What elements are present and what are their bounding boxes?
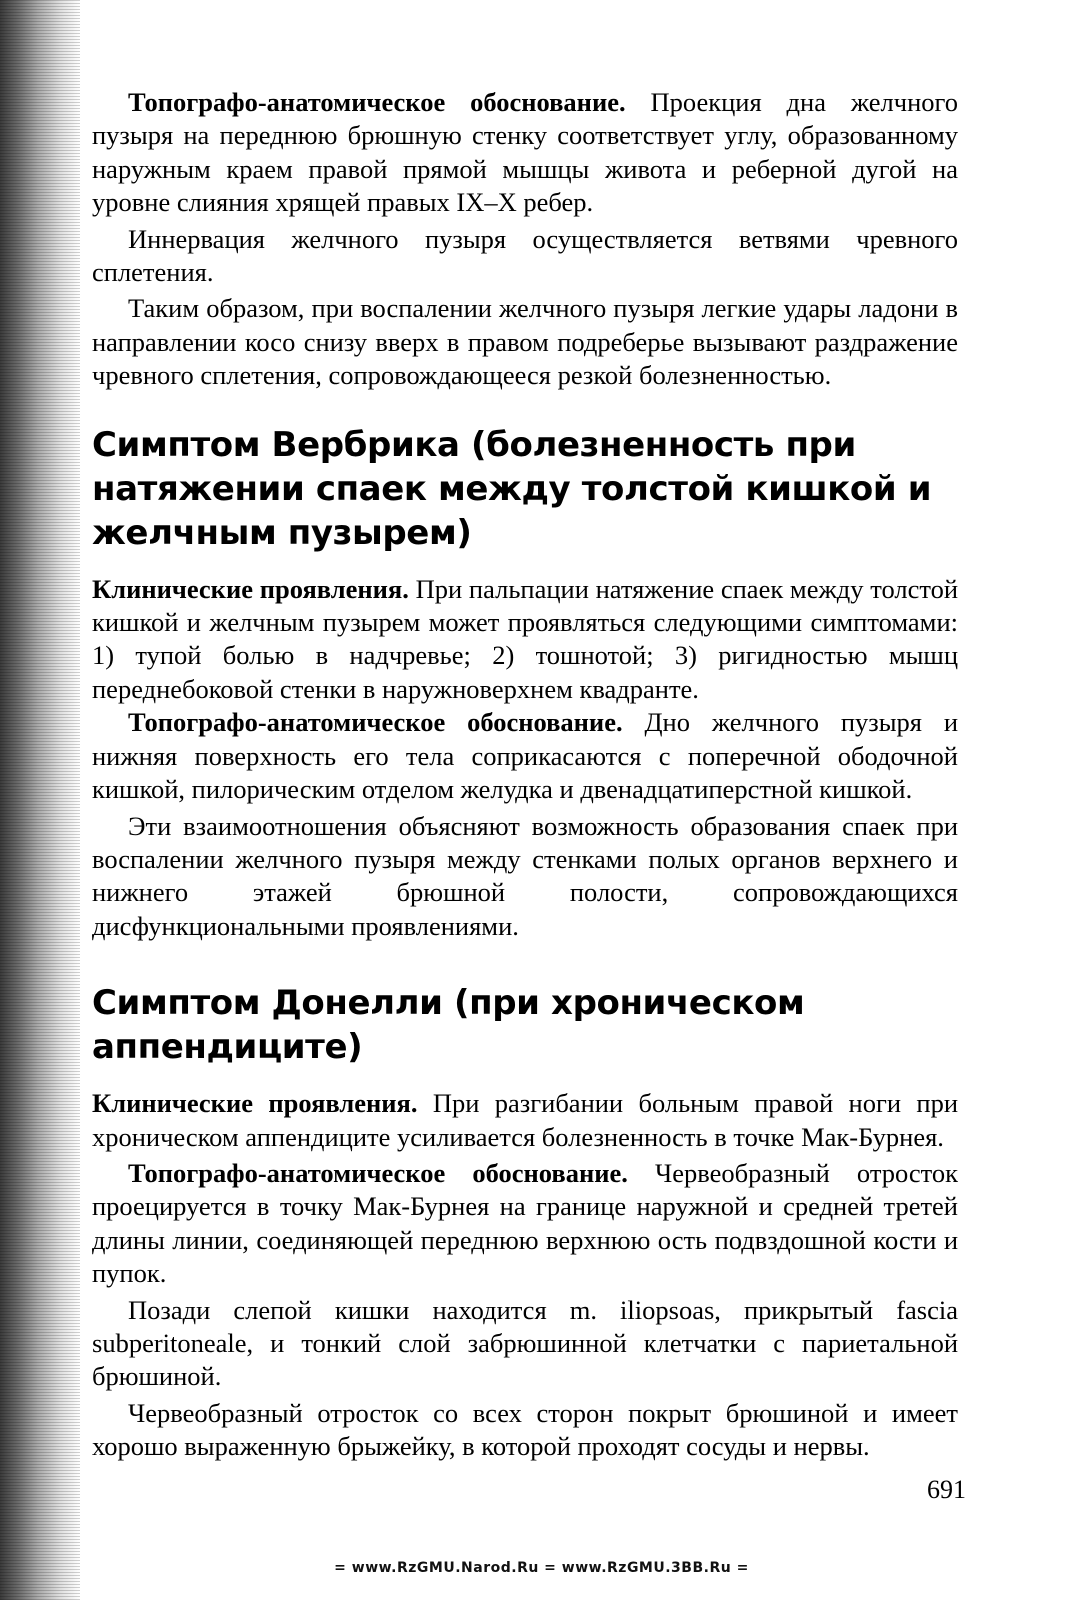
section-heading: Симптом Донелли (при хроническом аппендиците) bbox=[92, 983, 805, 1068]
paragraph-text: Иннервация желчного пузыря осуществляется ветвями чревного сплетения. bbox=[92, 223, 958, 288]
paragraph-lead: Топографо-анатомическое обоснование. bbox=[128, 1157, 628, 1188]
paragraph-lead: Топографо-анатомическое обоснование. bbox=[128, 87, 626, 117]
section-heading: Симптом Вербрика (болезненность при натяжении спаек между толстой кишкой и желчным пузырем) bbox=[92, 424, 932, 553]
paragraph bbox=[92, 1294, 958, 1394]
paragraph-text: При разгибании больным правой ноги при хроническом аппендиците усиливается болезненность в точке Мак-Бурнея. bbox=[92, 1088, 958, 1152]
paragraph-lead: Клинические проявления. bbox=[92, 1088, 418, 1119]
paragraph bbox=[92, 223, 958, 290]
paragraph-text: Червеобразный отросток со всех сторон покрыт брюшиной и имеет хорошо выраженную брыжейку, в которой проходят сосуды и нервы. bbox=[92, 1397, 958, 1462]
paragraph bbox=[92, 706, 958, 806]
section-intro bbox=[92, 86, 958, 393]
paragraph bbox=[92, 86, 958, 220]
paragraph-text: Позади слепой кишки находится m. iliopsoas, прикрытый fascia subperitoneale, и тонкий слой забрюшинной клетчатки с париетальной брюшиной. bbox=[92, 1294, 958, 1392]
paragraph-text: Эти взаимоотношения объясняют возможность образования спаек при воспалении желчного пузыря между стенками полых органов верхнего и нижнего этажей брюшной полости, сопровождающихся дисфункциональными проявлениями. bbox=[92, 810, 958, 941]
book-binding-shadow bbox=[0, 0, 80, 1600]
paragraph bbox=[92, 1087, 958, 1154]
paragraph bbox=[92, 1157, 958, 1291]
section-verbrik bbox=[92, 573, 958, 943]
footer-watermark: = www.RzGMU.Narod.Ru = www.RzGMU.3BB.Ru = bbox=[334, 1560, 749, 1576]
paragraph-lead: Топографо-анатомическое обоснование. bbox=[128, 707, 623, 738]
paragraph bbox=[92, 810, 958, 944]
paragraph-text: При пальпации натяжение спаек между толстой кишкой и желчным пузырем может проявляться следующими симптомами: 1) тупой болью в надчревье; 2) тошнотой; 3) ригидностью мышц переднебоковой стенки в наружноверхнем квадранте. bbox=[92, 573, 958, 704]
paragraph-text: Таким образом, при воспалении желчного пузыря легкие удары ладони в направлении косо снизу вверх в правом подреберье вызывают раздражение чревного сплетения, сопровождающееся резкой болезненностью. bbox=[92, 293, 958, 391]
paragraph bbox=[92, 1397, 958, 1464]
paragraph bbox=[92, 292, 958, 392]
paragraph bbox=[92, 573, 958, 707]
paragraph-lead: Клинические проявления. bbox=[92, 573, 409, 604]
paragraph-text: Дно желчного пузыря и нижняя поверхность его тела соприкасаются с поперечной ободочной кишкой, пилорическим отделом желудка и двенадцатиперстной кишкой. bbox=[92, 707, 959, 805]
paragraph-text: Проекция дна желчного пузыря на переднюю брюшную стенку соответствует углу, образованному наружным краем правой прямой мышцы живота и реберной дугой на уровне слияния хрящей правых IX–X ребер. bbox=[92, 87, 958, 218]
section-donelli bbox=[92, 1087, 958, 1463]
page-number: 691 bbox=[927, 1475, 966, 1504]
page-body bbox=[92, 86, 958, 1464]
paragraph-text: Червеобразный отросток проецируется в точку Мак-Бурнея на границе наружной и средней третей длины линии, соединяющей переднюю верхнюю ость подвздошной кости и пупок. bbox=[92, 1157, 959, 1289]
